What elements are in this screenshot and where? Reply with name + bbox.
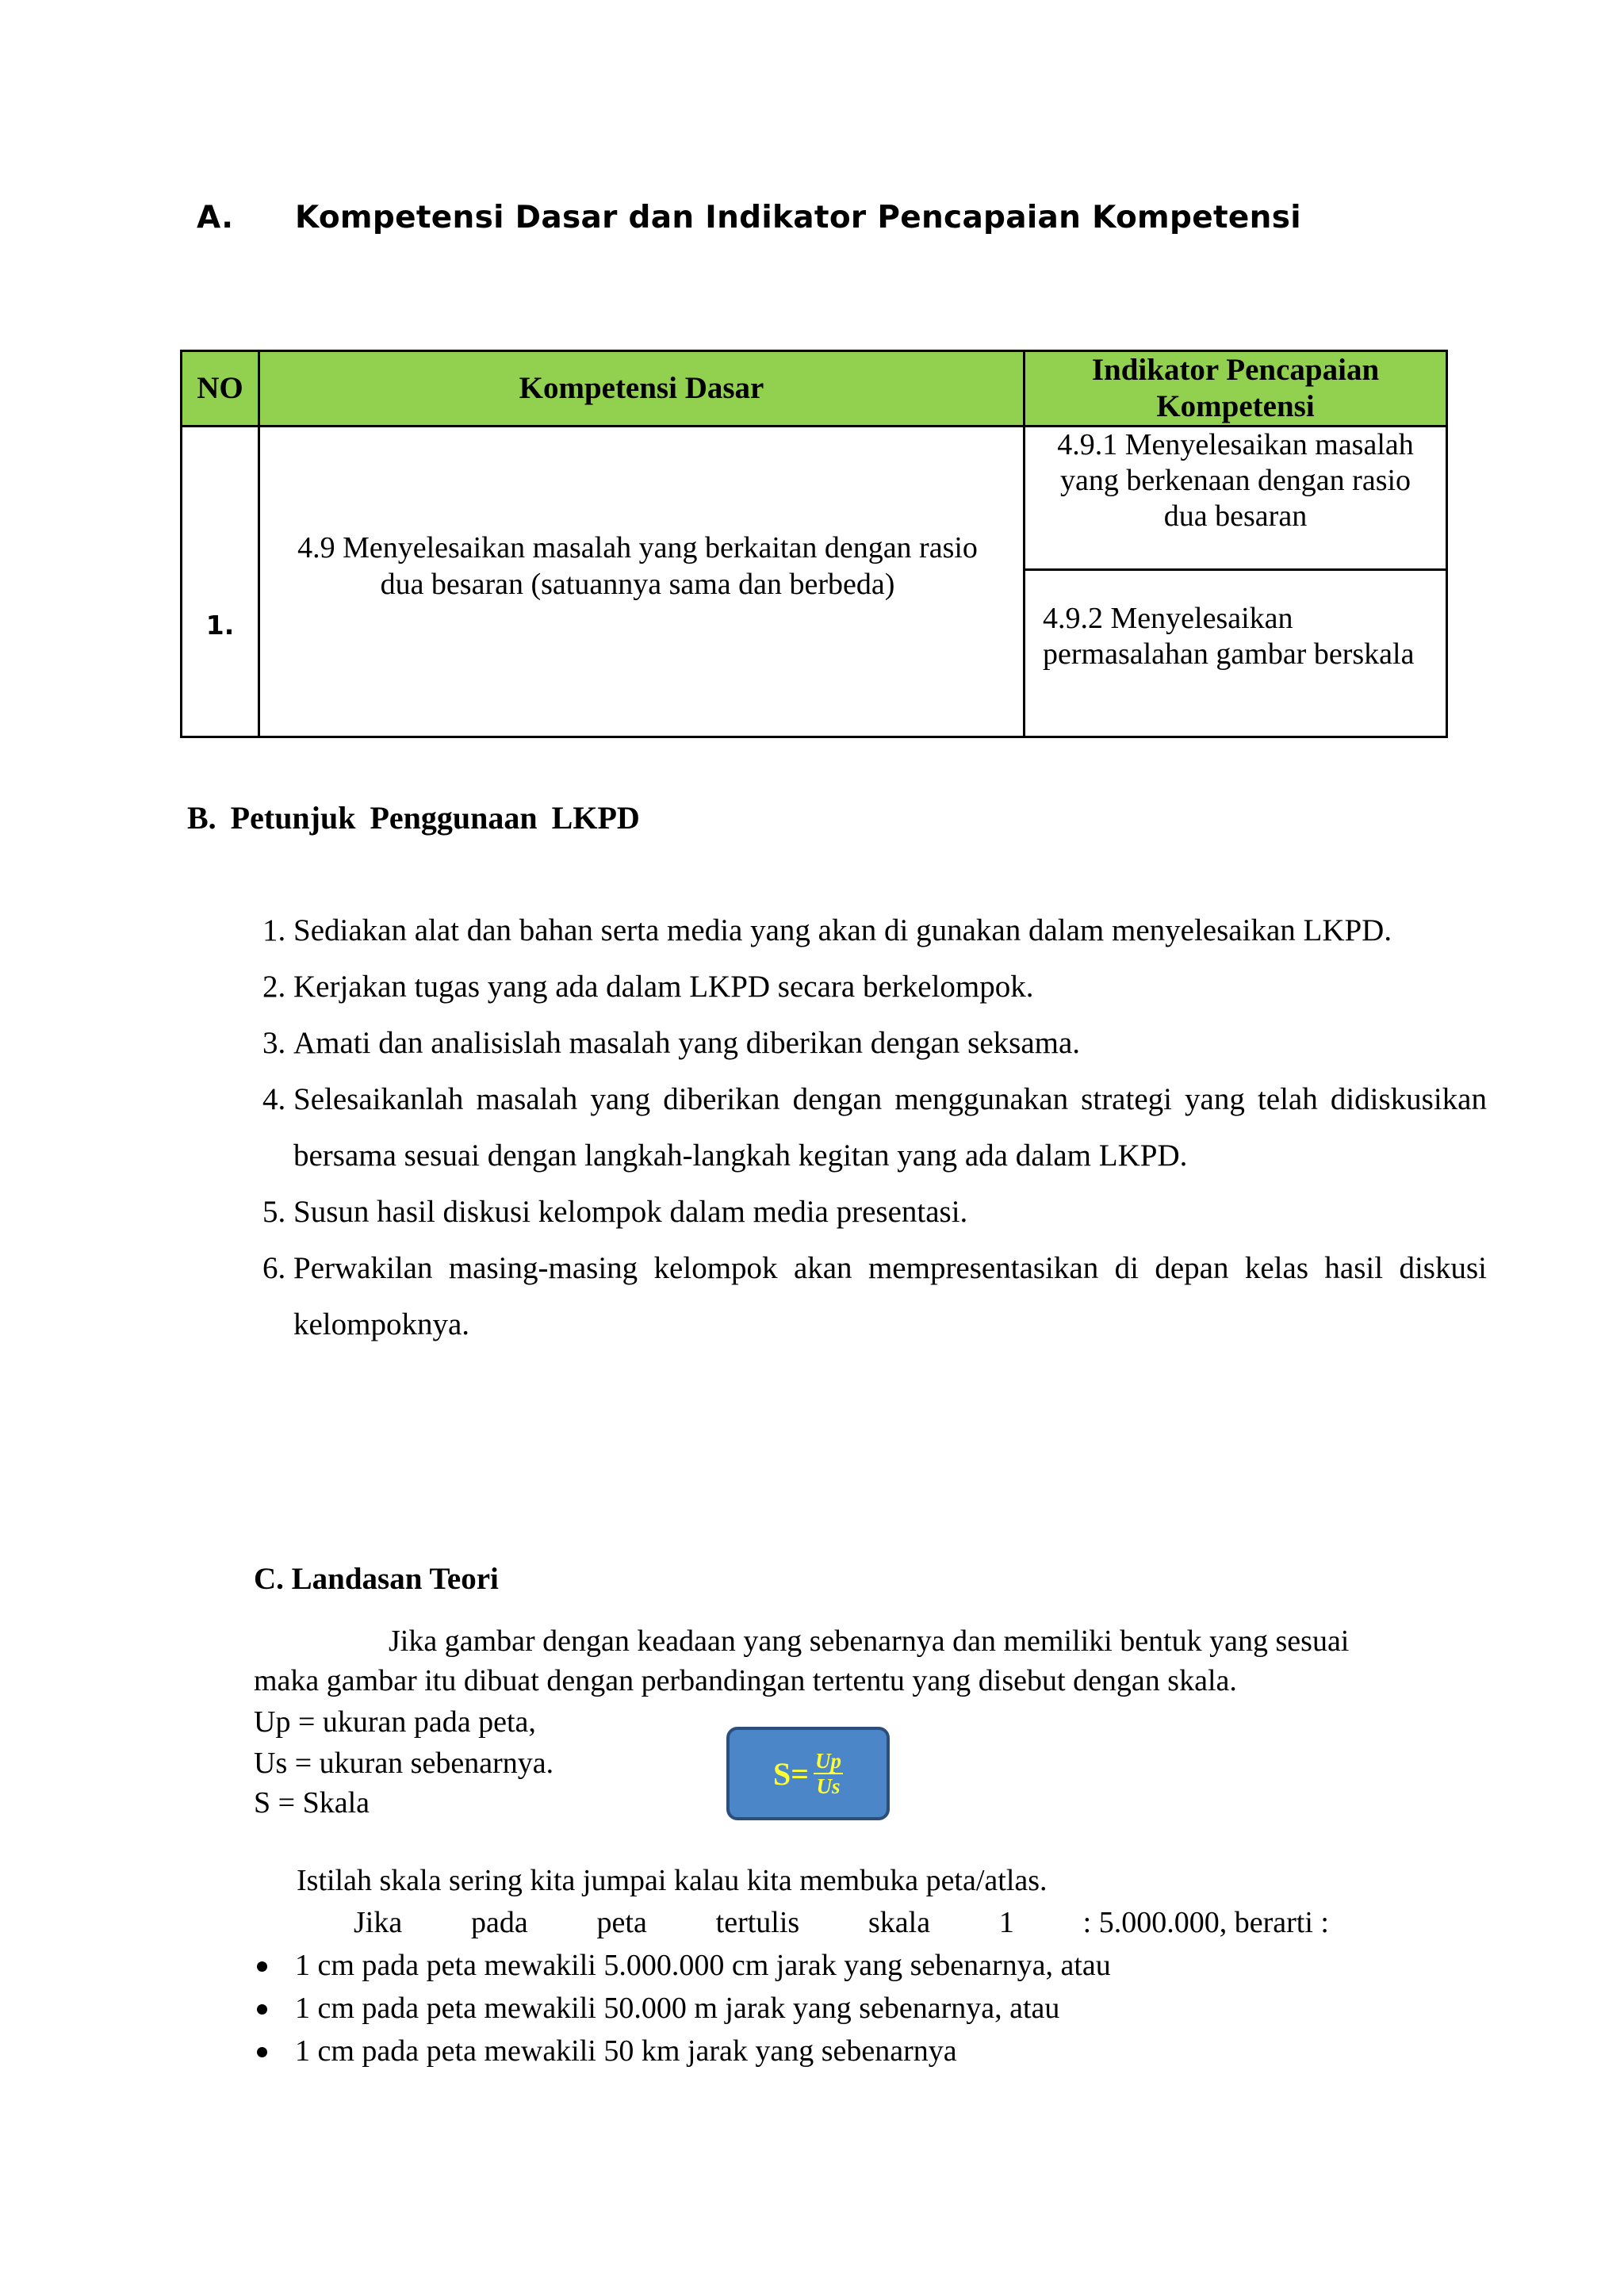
- list-item: 1 cm pada peta mewakili 5.000.000 cm jarak yang sebenarnya, atau: [247, 1944, 1111, 1987]
- kd-text: 4.9 Menyelesaikan masalah yang berkaitan dengan rasio dua besaran (satuannya sama dan berbeda): [297, 530, 978, 601]
- formula-numerator: Up: [815, 1749, 842, 1773]
- list-item: 3. Amati dan analisislah masalah yang diberikan dengan seksama.: [293, 1015, 1487, 1071]
- list-item: 1 cm pada peta mewakili 50.000 m jarak yang sebenarnya, atau: [247, 1987, 1111, 2030]
- section-a-heading: [197, 200, 1301, 235]
- formula-lhs: S=: [772, 1755, 810, 1792]
- instruction-list: [238, 902, 1487, 1353]
- section-a-title: Kompetensi Dasar dan Indikator Pencapaian Kompetensi: [295, 200, 1301, 235]
- cell-kompetensi-dasar: [259, 427, 1025, 737]
- cell-indikator-1: 4.9.1 Menyelesaikan masalah yang berkenaan dengan rasio dua besaran: [1025, 427, 1447, 570]
- table-row: [182, 427, 1447, 570]
- scale-word: : 5.000.000, berarti :: [1082, 1906, 1329, 1939]
- theory-paragraph-line-1: Jika gambar dengan keadaan yang sebenarnya dan memiliki bentuk yang sesuai: [389, 1624, 1350, 1658]
- header-kompetensi-dasar: Kompetensi Dasar: [259, 351, 1025, 427]
- competency-table: [180, 350, 1448, 738]
- formula-fraction: [814, 1749, 843, 1798]
- scale-word: 1: [998, 1906, 1014, 1939]
- section-b-heading: B. Petunjuk Penggunaan LKPD: [187, 800, 640, 836]
- scale-word: tertulis: [715, 1906, 800, 1939]
- cell-indikator-2: 4.9.2 Menyelesaikan permasalahan gambar berskala: [1025, 570, 1447, 737]
- header-no: NO: [182, 351, 259, 427]
- table-header-row: [182, 351, 1447, 427]
- list-item: 5. Susun hasil diskusi kelompok dalam media presentasi.: [293, 1184, 1487, 1240]
- formula-denominator: Us: [816, 1774, 841, 1798]
- section-a-letter: A.: [197, 200, 234, 235]
- scale-formula-box: [726, 1727, 890, 1820]
- scale-bullet-list: [247, 1944, 1111, 2072]
- list-item: 1. Sediakan alat dan bahan serta media yang akan di gunakan dalam menyelesaikan LKPD.: [293, 902, 1487, 959]
- list-item: 2. Kerjakan tugas yang ada dalam LKPD secara berkelompok.: [293, 959, 1487, 1015]
- scale-word: skala: [868, 1906, 931, 1939]
- list-item: 6. Perwakilan masing-masing kelompok akan mempresentasikan di depan kelas hasil diskusi kelompoknya.: [293, 1240, 1487, 1353]
- definition-s: S = Skala: [254, 1786, 370, 1820]
- scale-word: peta: [596, 1906, 647, 1939]
- theory-paragraph-line-2: maka gambar itu dibuat dengan perbandingan tertentu yang disebut dengan skala.: [254, 1664, 1237, 1697]
- scale-word: pada: [471, 1906, 528, 1939]
- scale-word: Jika: [354, 1906, 403, 1939]
- definition-us: Us = ukuran sebenarnya.: [254, 1747, 554, 1780]
- list-item: 4. Selesaikanlah masalah yang diberikan dengan menggunakan strategi yang telah didiskusikan bersama sesuai dengan langkah-langkah kegitan yang ada dalam LKPD.: [293, 1071, 1487, 1184]
- cell-no: [182, 427, 259, 737]
- row-number: 1.: [205, 610, 235, 641]
- list-item: 1 cm pada peta mewakili 50 km jarak yang sebenarnya: [247, 2030, 1111, 2072]
- scale-example-line: [354, 1902, 1329, 1943]
- scale-paragraph: Istilah skala sering kita jumpai kalau kita membuka peta/atlas.: [297, 1864, 1048, 1897]
- header-indikator: Indikator Pencapaian Kompetensi: [1025, 351, 1447, 427]
- definition-up: Up = ukuran pada peta,: [254, 1705, 536, 1739]
- section-c-heading: C. Landasan Teori: [254, 1562, 499, 1596]
